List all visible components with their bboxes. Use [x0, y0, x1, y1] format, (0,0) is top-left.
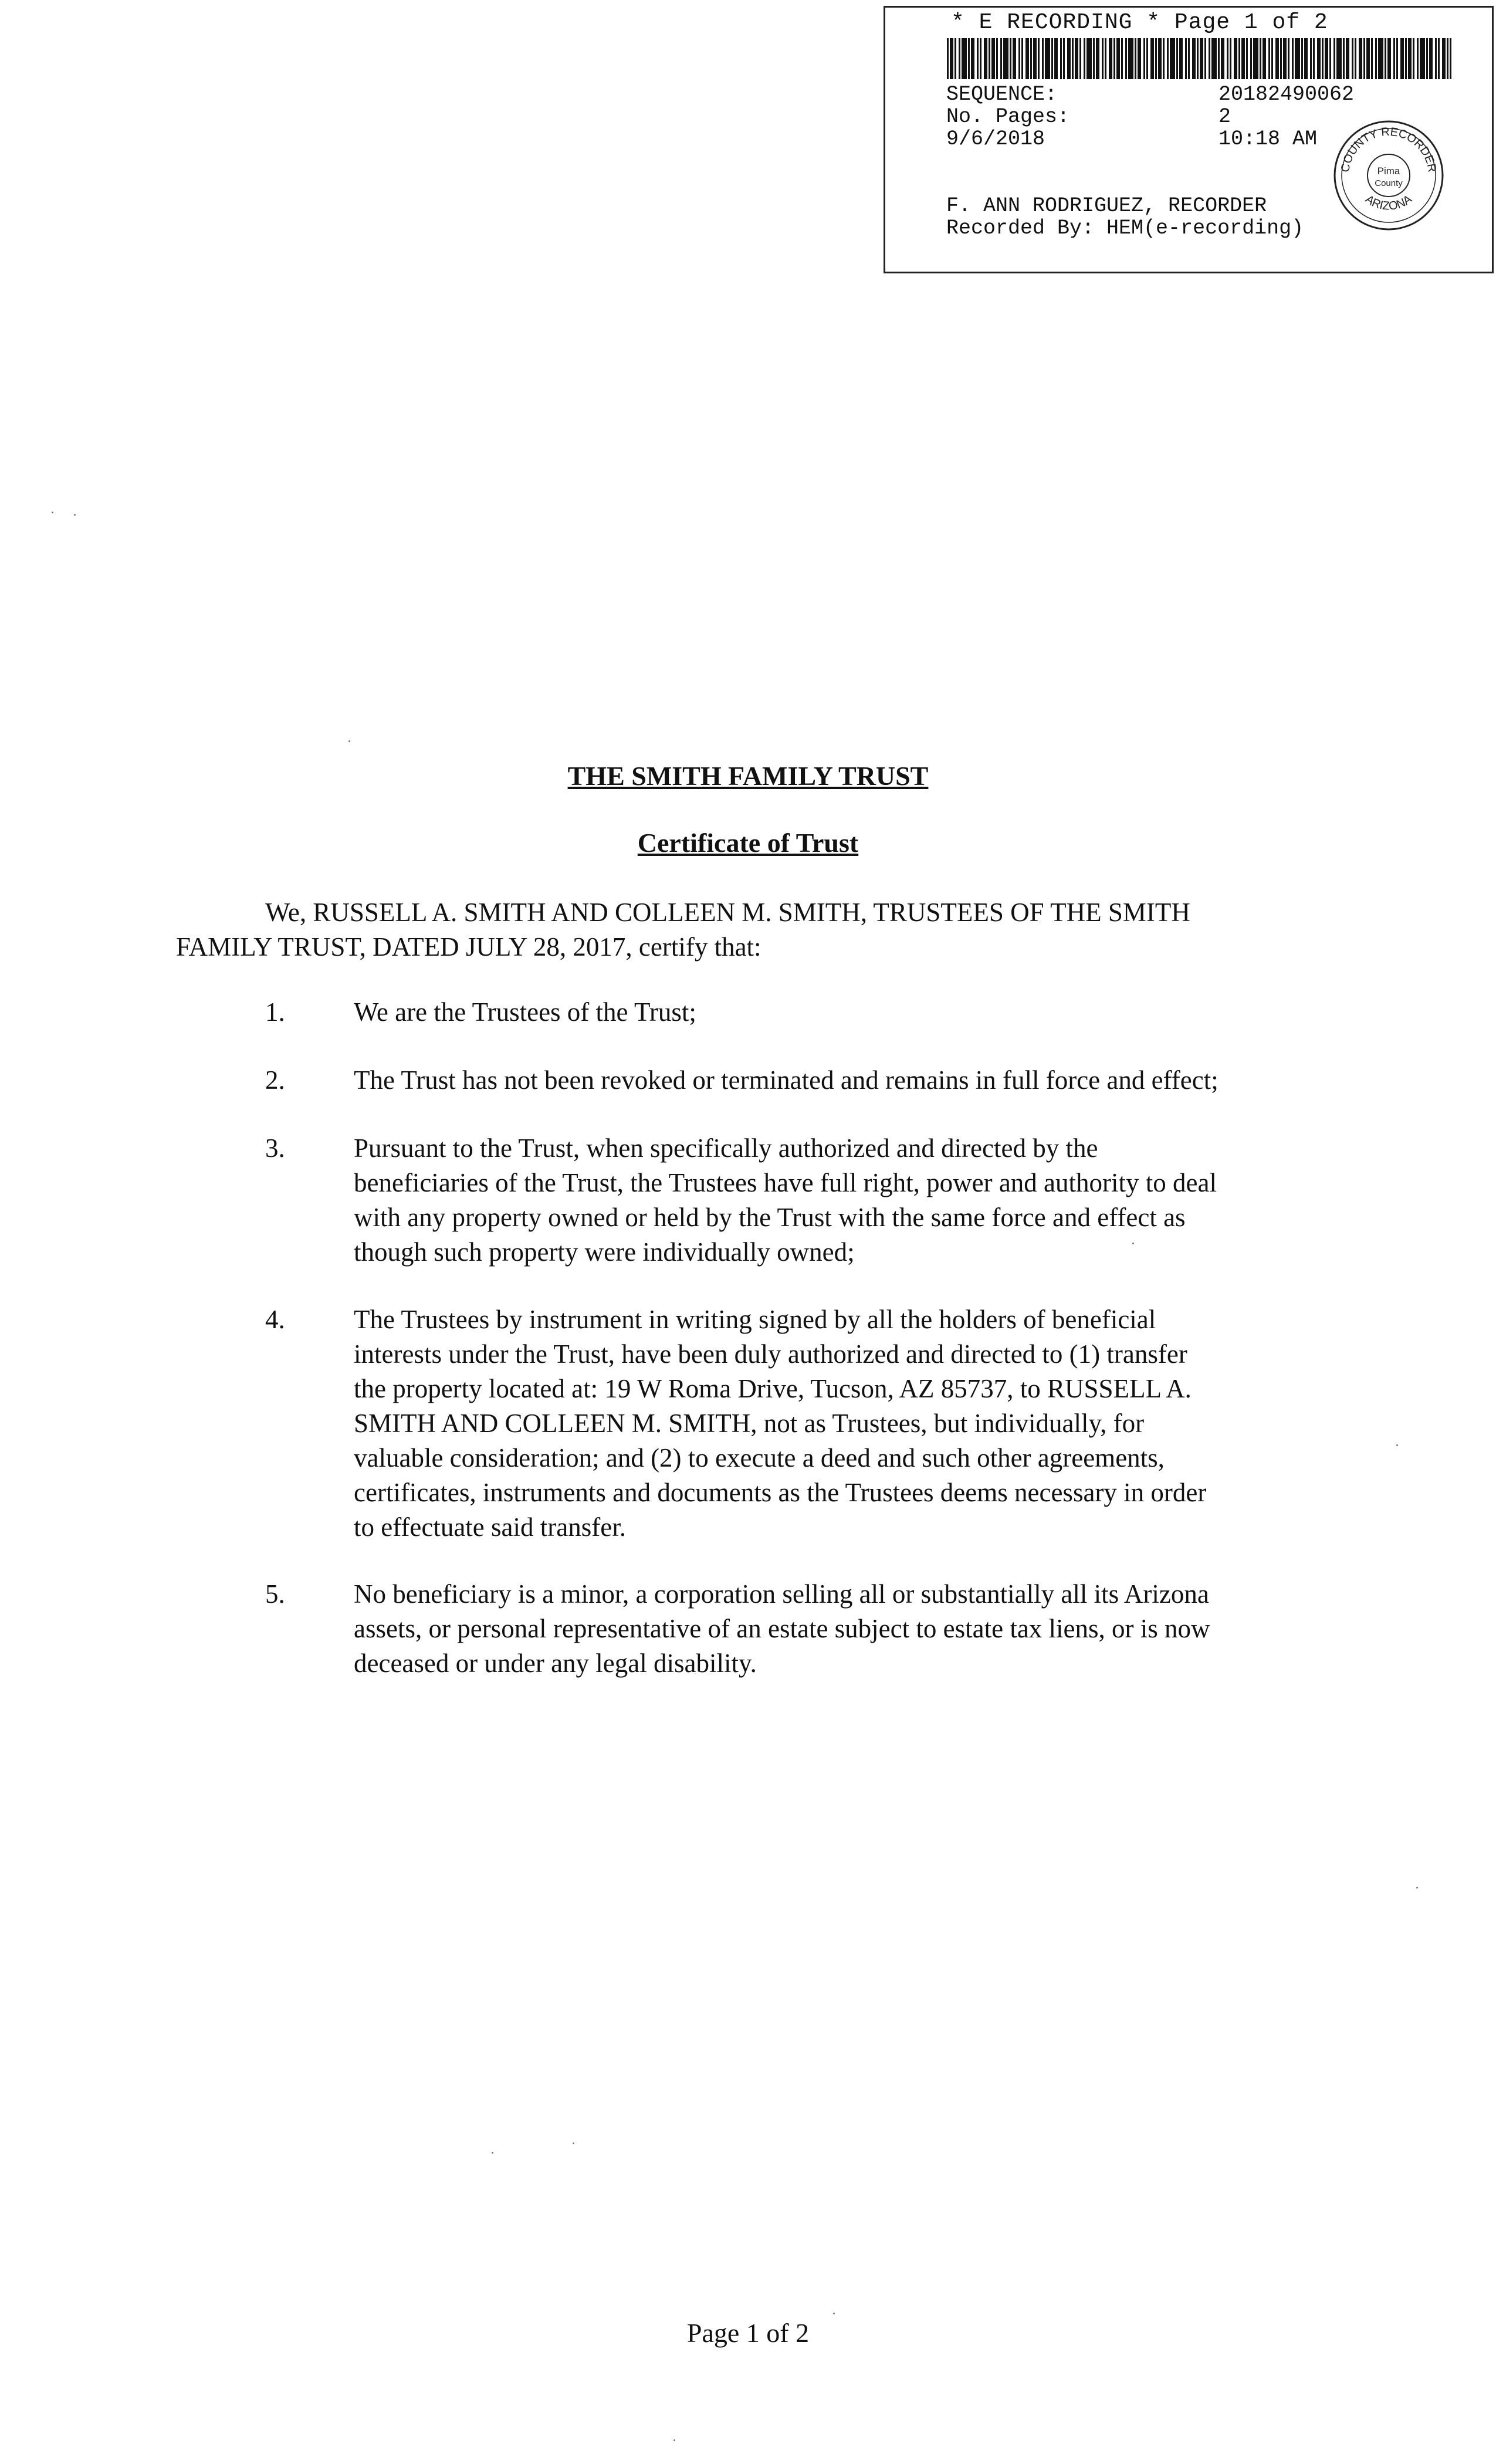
- county-seal-icon: [1331, 118, 1446, 233]
- barcode-bar: [1263, 38, 1266, 79]
- barcode-bar: [1310, 38, 1312, 79]
- item-text: The Trust has not been revoked or terminated and remains in full force and effect;: [354, 1065, 1219, 1095]
- barcode-bar: [1396, 38, 1398, 79]
- barcode-bar: [984, 38, 987, 79]
- barcode-bar: [1393, 38, 1395, 79]
- barcode-bar: [1096, 38, 1099, 79]
- sequence-value: 20182490062: [1219, 83, 1355, 106]
- barcode-bar: [1283, 38, 1287, 79]
- barcode-bar: [1000, 38, 1002, 79]
- barcode-bar: [1158, 38, 1162, 79]
- barcode-bar: [968, 38, 970, 79]
- barcode-bar: [1003, 38, 1008, 79]
- barcode-bar: [991, 38, 995, 79]
- scan-speck: [833, 2313, 835, 2314]
- barcode-bar: [980, 38, 981, 79]
- item-line: deceased or under any legal disability.: [354, 1649, 757, 1678]
- barcode-bar: [1155, 38, 1157, 79]
- barcode-bar: [1060, 38, 1062, 79]
- item-line: to effectuate said transfer.: [354, 1512, 626, 1542]
- barcode-bar: [1230, 38, 1231, 79]
- barcode-bar: [1021, 38, 1023, 79]
- barcode-bar: [1329, 38, 1331, 79]
- barcode-bar: [1280, 38, 1282, 79]
- barcode-bar: [1253, 38, 1258, 79]
- barcode-bar: [1246, 38, 1248, 79]
- barcode-bar: [1143, 38, 1145, 79]
- barcode-bar: [950, 38, 953, 79]
- barcode-bar: [1146, 38, 1148, 79]
- barcode-bar: [1400, 38, 1404, 79]
- item-line: SMITH AND COLLEEN M. SMITH, not as Trustees, but individually, for: [354, 1409, 1145, 1438]
- barcode-bar: [1075, 38, 1078, 79]
- barcode-bar: [1167, 38, 1169, 79]
- barcode-bar: [1135, 38, 1136, 79]
- barcode-bar: [1209, 38, 1210, 79]
- barcode-bar: [1429, 38, 1433, 79]
- scan-speck: [1416, 1887, 1418, 1888]
- barcode-bar: [1013, 38, 1016, 79]
- item-number: 4.: [265, 1305, 285, 1334]
- barcode-bar: [1260, 38, 1261, 79]
- barcode-bar: [971, 38, 974, 79]
- item-number: 3.: [265, 1133, 285, 1163]
- seal-center-line1: Pima: [1377, 165, 1400, 177]
- barcode-bar: [1197, 38, 1199, 79]
- barcode-bar: [1325, 38, 1328, 79]
- stamp-header: * E RECORDING * Page 1 of 2: [951, 10, 1328, 35]
- seal-center-line2: County: [1375, 178, 1403, 188]
- barcode-bar: [1420, 38, 1425, 79]
- scan-speck: [573, 2143, 574, 2144]
- barcode-bar: [1109, 38, 1112, 79]
- item-line: certificates, instruments and documents as the Trustees deems necessary in order: [354, 1478, 1207, 1507]
- barcode-bar: [1116, 38, 1120, 79]
- barcode-bar: [1375, 38, 1377, 79]
- item-line: assets, or personal representative of an estate subject to estate tax liens, or is now: [354, 1614, 1210, 1643]
- barcode-bar: [1234, 38, 1237, 79]
- barcode-bar: [1413, 38, 1414, 79]
- barcode-bar: [1079, 38, 1081, 79]
- barcode-bar: [959, 38, 960, 79]
- barcode-bar: [989, 38, 990, 79]
- barcode-bar: [1435, 38, 1437, 79]
- item-line: beneficiaries of the Trust, the Trustees have full right, power and authority to deal: [354, 1168, 1217, 1197]
- item-paragraph: [354, 1577, 1333, 1681]
- barcode-bar: [1336, 38, 1342, 79]
- barcode-bar: [1188, 38, 1190, 79]
- barcode-bar: [1355, 38, 1356, 79]
- item-paragraph: [354, 1302, 1333, 1545]
- barcode-bar: [1438, 38, 1440, 79]
- scan-speck: [348, 740, 350, 742]
- barcode-bar: [1010, 38, 1011, 79]
- seal-top-text: COUNTY RECORDER: [1339, 125, 1439, 174]
- barcode-bar: [1176, 38, 1178, 79]
- barcode-bar: [1093, 38, 1095, 79]
- item-line: valuable consideration; and (2) to execute a deed and such other agreements,: [354, 1443, 1165, 1473]
- barcode-bar: [1417, 38, 1419, 79]
- intro-line-2: FAMILY TRUST, DATED JULY 28, 2017, certify that:: [176, 932, 761, 962]
- barcode-bar: [1018, 38, 1020, 79]
- scan-speck: [673, 2439, 675, 2441]
- barcode-bar: [1343, 38, 1345, 79]
- barcode-bar: [1385, 38, 1386, 79]
- barcode-bar: [1405, 38, 1407, 79]
- barcode-bar: [1128, 38, 1133, 79]
- item-number: 1.: [265, 997, 285, 1027]
- barcode-bar: [1363, 38, 1365, 79]
- barcode-bar: [1113, 38, 1115, 79]
- barcode-bar: [1200, 38, 1203, 79]
- barcode-bar: [1185, 38, 1187, 79]
- item-line: the property located at: 19 W Roma Drive, Tucson, AZ 85737, to RUSSELL A.: [354, 1374, 1192, 1403]
- barcode: [947, 38, 1451, 79]
- barcode-bar: [1038, 38, 1040, 79]
- barcode-bar: [1054, 38, 1058, 79]
- barcode-bar: [1025, 38, 1029, 79]
- scan-speck: [492, 2152, 493, 2154]
- barcode-bar: [1295, 38, 1300, 79]
- barcode-bar: [947, 38, 949, 79]
- item-number: 5.: [265, 1579, 285, 1609]
- item-line: No beneficiary is a minor, a corporation selling all or substantially all its Arizona: [354, 1579, 1209, 1609]
- barcode-bar: [1218, 38, 1220, 79]
- barcode-bar: [1387, 38, 1391, 79]
- recording-stamp: [884, 6, 1494, 273]
- barcode-bar: [1192, 38, 1196, 79]
- recording-date: 9/6/2018: [946, 127, 1045, 151]
- barcode-bar: [1105, 38, 1106, 79]
- barcode-bar: [1138, 38, 1141, 79]
- barcode-bar: [1179, 38, 1183, 79]
- barcode-bar: [1359, 38, 1362, 79]
- barcode-bar: [1301, 38, 1303, 79]
- barcode-bar: [1121, 38, 1123, 79]
- barcode-bar: [1292, 38, 1294, 79]
- document-title: THE SMITH FAMILY TRUST: [567, 761, 929, 791]
- seal-bottom-text: ARIZONA: [1363, 192, 1414, 213]
- barcode-bar: [1042, 38, 1044, 79]
- barcode-bar: [1268, 38, 1270, 79]
- item-line: The Trustees by instrument in writing signed by all the holders of beneficial: [354, 1305, 1156, 1334]
- barcode-bar: [1204, 38, 1206, 79]
- barcode-bar: [1250, 38, 1252, 79]
- barcode-bar: [1408, 38, 1412, 79]
- barcode-bar: [1304, 38, 1308, 79]
- barcode-bar: [962, 38, 967, 79]
- barcode-bar: [1067, 38, 1071, 79]
- barcode-bar: [996, 38, 998, 79]
- barcode-bar: [1275, 38, 1279, 79]
- barcode-bar: [1366, 38, 1370, 79]
- page-footer: Page 1 of 2: [686, 2318, 810, 2348]
- item-line: with any property owned or held by the Trust with the same force and effect as: [354, 1203, 1186, 1232]
- barcode-bar: [1227, 38, 1228, 79]
- barcode-bar: [1322, 38, 1324, 79]
- recording-time: 10:18 AM: [1219, 127, 1318, 151]
- barcode-bar: [1102, 38, 1104, 79]
- scan-speck: [52, 512, 53, 513]
- barcode-bar: [1447, 38, 1448, 79]
- recorder-name: F. ANN RODRIGUEZ, RECORDER: [946, 194, 1267, 218]
- svg-text:ARIZONA: [1363, 192, 1414, 213]
- barcode-bar: [1378, 38, 1383, 79]
- item-line: Pursuant to the Trust, when specifically authorized and directed by the: [354, 1133, 1098, 1163]
- barcode-bar: [1087, 38, 1092, 79]
- barcode-bar: [1063, 38, 1065, 79]
- barcode-bar: [1170, 38, 1175, 79]
- barcode-bar: [1426, 38, 1428, 79]
- sequence-label: SEQUENCE:: [946, 83, 1058, 106]
- barcode-bar: [1238, 38, 1240, 79]
- barcode-bar: [1033, 38, 1037, 79]
- item-paragraph: [354, 1131, 1333, 1270]
- pages-label: No. Pages:: [946, 105, 1070, 128]
- barcode-bar: [1313, 38, 1315, 79]
- barcode-bar: [1288, 38, 1289, 79]
- barcode-bar: [1084, 38, 1085, 79]
- barcode-bar: [955, 38, 956, 79]
- barcode-bar: [1221, 38, 1224, 79]
- intro-line-1: We, RUSSELL A. SMITH AND COLLEEN M. SMITH, TRUSTEES OF THE SMITH: [265, 898, 1190, 927]
- barcode-bar: [1045, 38, 1050, 79]
- barcode-bar: [1125, 38, 1127, 79]
- barcode-bar: [1163, 38, 1165, 79]
- barcode-bar: [1211, 38, 1217, 79]
- barcode-bar: [1317, 38, 1321, 79]
- barcode-bar: [1450, 38, 1451, 79]
- barcode-bar: [1442, 38, 1446, 79]
- barcode-bar: [1051, 38, 1053, 79]
- barcode-bar: [1333, 38, 1335, 79]
- barcode-bar: [1150, 38, 1154, 79]
- document-subtitle: Certificate of Trust: [637, 828, 859, 858]
- barcode-bar: [1030, 38, 1032, 79]
- recorded-by: Recorded By: HEM(e-recording): [946, 216, 1304, 240]
- barcode-bar: [1371, 38, 1373, 79]
- barcode-bar: [1352, 38, 1353, 79]
- item-number: 2.: [265, 1065, 285, 1095]
- barcode-bar: [1241, 38, 1245, 79]
- item-line: though such property were individually owned;: [354, 1237, 855, 1267]
- item-text: We are the Trustees of the Trust;: [354, 997, 696, 1027]
- item-line: interests under the Trust, have been duly authorized and directed to (1) transfer: [354, 1339, 1187, 1369]
- scan-speck: [74, 514, 76, 516]
- barcode-bar: [1271, 38, 1273, 79]
- scan-speck: [1132, 1243, 1134, 1244]
- barcode-bar: [1346, 38, 1349, 79]
- scan-speck: [1396, 1444, 1398, 1446]
- barcode-bar: [977, 38, 979, 79]
- barcode-bar: [1072, 38, 1074, 79]
- pages-value: 2: [1219, 105, 1231, 128]
